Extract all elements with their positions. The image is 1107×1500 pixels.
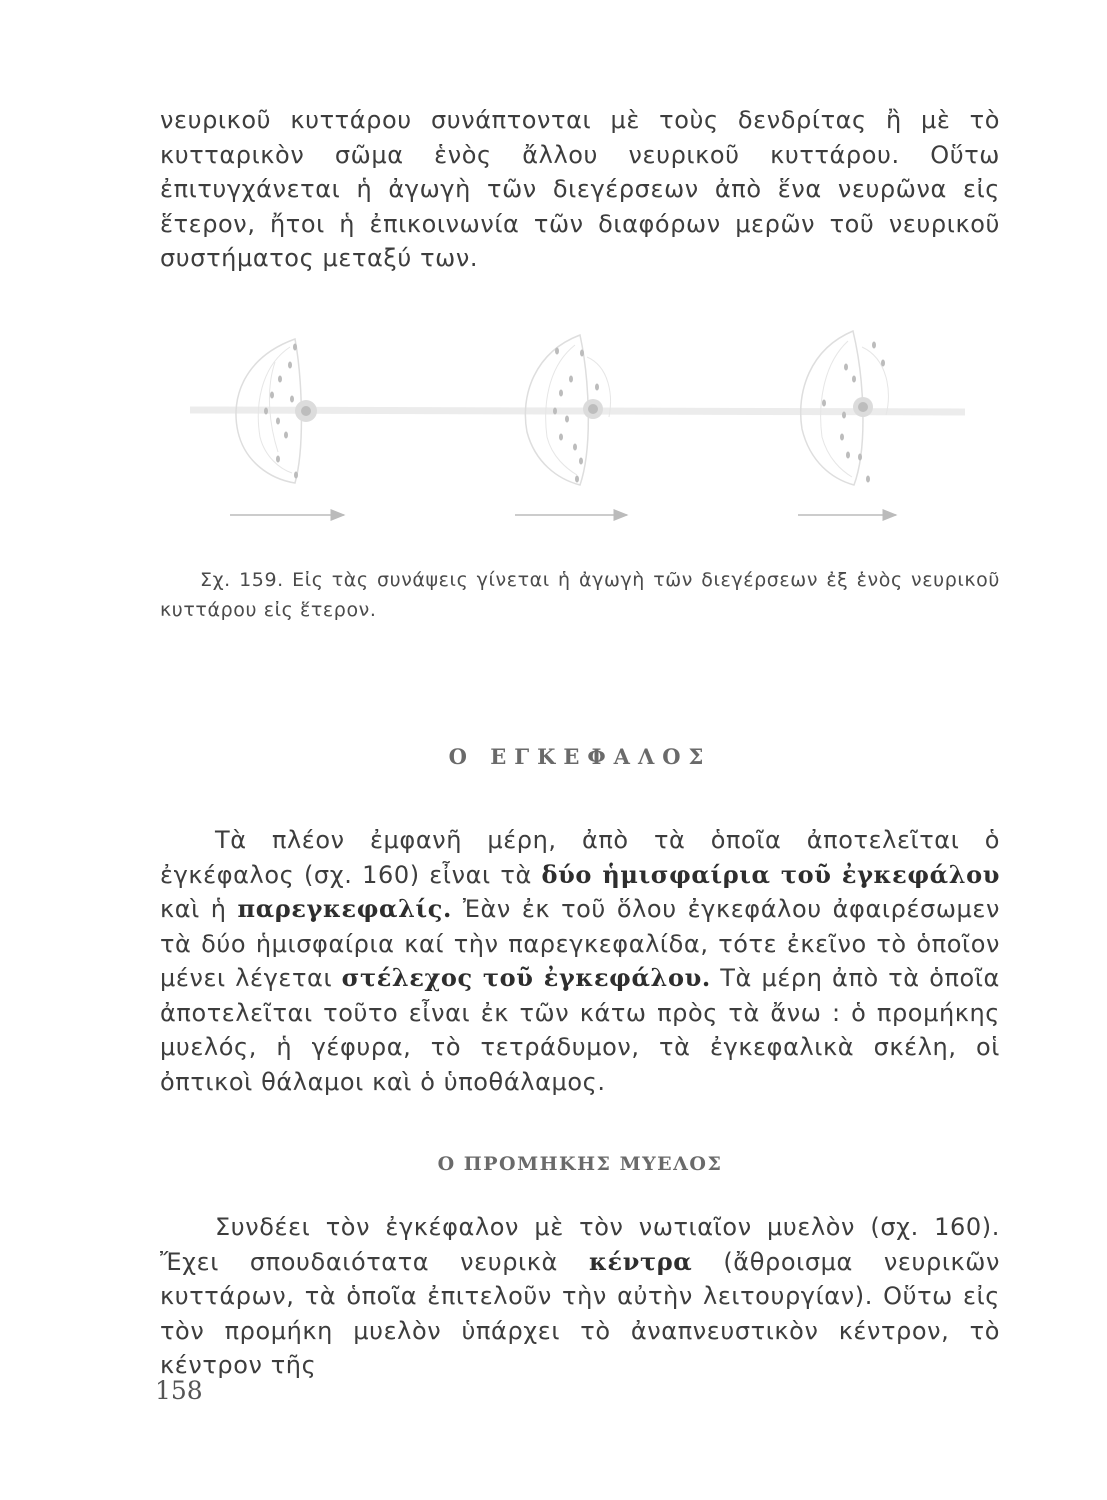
synapse-3 <box>798 331 896 515</box>
bold-term: κέντρα <box>588 1246 693 1276</box>
section-heading-medulla: Ο ΠΡΟΜΗΚΗΣ ΜΥΕΛΟΣ <box>437 1153 723 1175</box>
text-run: (ἄθροισμα νευρικῶν κυττάρων, τὰ ὁποῖα ἐπιτελοῦν τὴν αὐτὴν λειτουργίαν). Οὕτω εἰς τὸν προμήκη μυελὸν ὑπάρχει τὸ ἀναπνευστικὸν κέντρον, τὸ κέντρον τῆς <box>160 1247 1000 1379</box>
synapse-2 <box>515 335 627 515</box>
bold-term: παρεγκεφαλίς. <box>237 894 452 923</box>
synapse-1 <box>230 339 344 515</box>
synapse-figure <box>160 315 1000 530</box>
bold-term: δύο ἡμισφαίρια τοῦ ἐγκεφάλου <box>541 859 1000 889</box>
text-run: Τὰ πλέον ἐμφανῆ μέρη, ἀπὸ τὰ ὁποῖα ἀποτελεῖται ὁ ἐγκέφαλος (σχ. 160) εἶναι τὰ <box>160 826 1000 889</box>
text-run: Τὰ μέρη ἀπὸ τὰ ὁποῖα ἀποτελεῖται τοῦτο εἶναι ἐκ τῶν κάτω πρὸς τὰ ἄνω : ὁ προμήκης μυελός, ἡ γέφυρα, τὸ τετράδυμον, τὰ ἐγκεφαλικὰ σκέλη, οἱ ὀπτικοὶ θάλαμοι καὶ ὁ ὑποθάλαμος. <box>160 964 1000 1096</box>
figure-caption: Σχ. 159. Εἰς τὰς συνάψεις γίνεται ἡ ἀγωγὴ τῶν διεγέρσεων ἐξ ἑνὸς νευρικοῦ κυττάρου εἰς ἕτερον. <box>160 569 1000 621</box>
paragraph-brain <box>160 823 1000 1099</box>
bold-term: στέλεχος τοῦ ἐγκεφάλου. <box>341 963 711 992</box>
text-run: Συνδέει τὸν ἐγκέφαλον μὲ τὸν νωτιαῖον μυελὸν (σχ. 160). Ἔχει σπουδαιότατα νευρικὰ <box>160 1213 1000 1276</box>
paragraph-medulla <box>160 1210 1000 1383</box>
text-run: καὶ ἡ <box>160 895 238 923</box>
text-run: Ἐὰν ἐκ τοῦ ὅλου ἐγκεφάλου ἀφαιρέσωμεν τὰ δύο ἡμισφαίρια καί τὴν παρεγκεφαλίδα, τότε ἐκεῖνο τὸ ὁποῖον μένει λέγεται <box>160 895 1000 992</box>
intro-paragraph: νευρικοῦ κυττάρου συνάπτονται μὲ τοὺς δενδρίτας ἢ μὲ τὸ κυτταρικὸν σῶμα ἑνὸς ἄλλου νευρικοῦ κυττάρου. Οὕτω ἐπιτυγχάνεται ἡ ἀγωγὴ τῶν διεγέρσεων ἀπὸ ἕνα νευρῶνα εἰς ἕτερον, ἤτοι ἡ ἐπικοινωνία τῶν διαφόρων μερῶν τοῦ νευρικοῦ συστήματος μεταξύ των. <box>160 106 1000 272</box>
section-heading-brain: Ο ΕΓΚΕΦΑΛΟΣ <box>448 744 712 769</box>
page-number: 158 <box>155 1376 203 1405</box>
